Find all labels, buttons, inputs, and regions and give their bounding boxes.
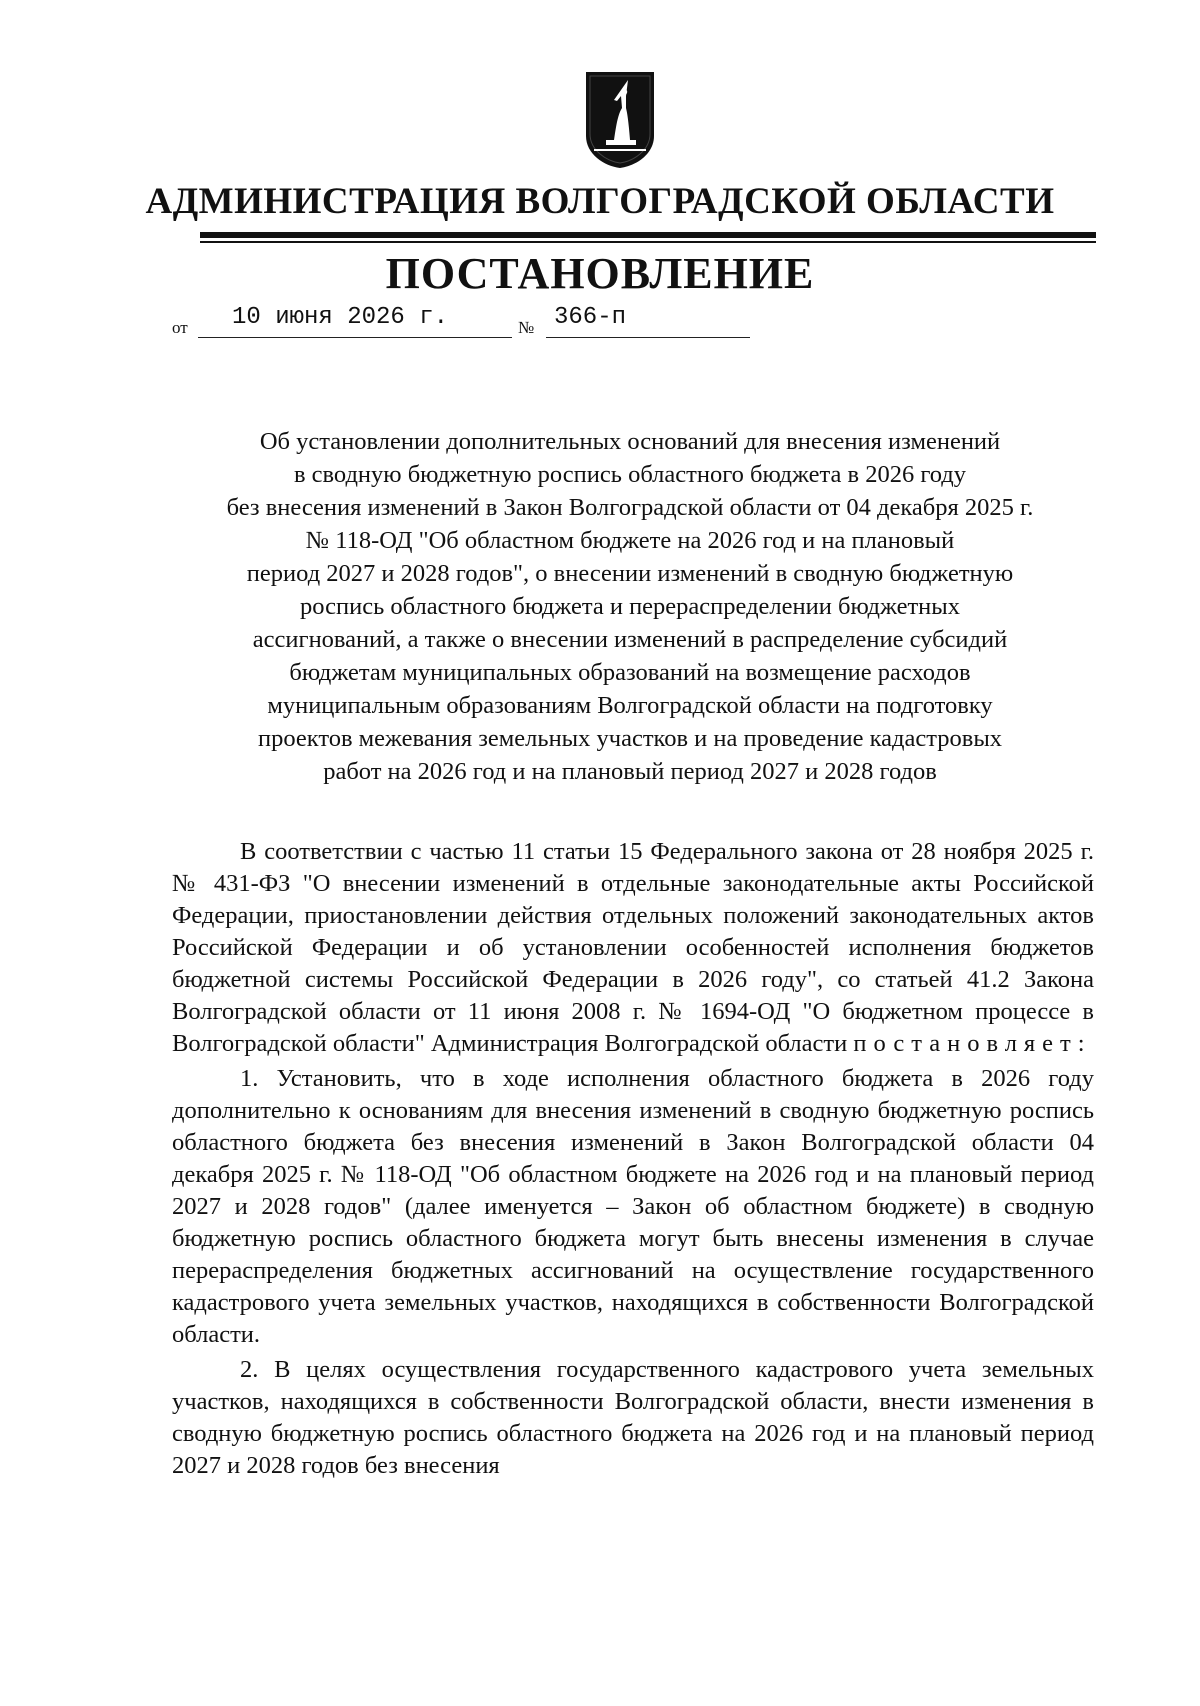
document-subject (150, 425, 1110, 788)
item-2-paragraph: 2. В целях осуществления государственного кадастрового учета земельных участков, находящихся в собственности Волгоградской области, внести изменения в сводную бюджетную роспись областного бюджета на 2026 год и на плановый период 2027 и 2028 годов без внесения (172, 1356, 1094, 1479)
document-date: 10 июня 2026 г. (198, 302, 512, 338)
preamble-paragraph (172, 836, 1094, 1060)
subject-line: без внесения изменений в Закон Волгоградской области от 04 декабря 2025 г. (226, 494, 1034, 521)
subject-line: бюджетам муниципальных образований на возмещение расходов (289, 659, 971, 686)
subject-line: период 2027 и 2028 годов", о внесении изменений в сводную бюджетную (246, 560, 1014, 587)
item-1-paragraph: 1. Установить, что в ходе исполнения областного бюджета в 2026 году дополнительно к основаниям для внесения изменений в сводную бюджетную роспись областного бюджета без внесения изменений в Закон Волгоградской области 04 декабря 2025 г. № 118-ОД "Об областном бюджете на 2026 год и на плановый период 2027 и 2028 годов" (далее именуется – Закон об областном бюджете) в сводную бюджетную роспись областного бюджета могут быть внесены изменения в случае перераспределения бюджетных ассигнований на осуществление государственного кадастрового учета земельных участков, находящихся в собственности Волгоградской области. (172, 1065, 1094, 1348)
preamble-text: В соответствии с частью 11 статьи 15 Федерального закона от 28 ноября 2025 г. № 431-ФЗ "О внесении изменений в отдельные законодательные акты Российской Федерации, приостановлении действия отдельных положений законодательных актов Российской Федерации и об установлении особенностей исполнения бюджетов бюджетной системы Российской Федерации в 2026 году", со статьей 41.2 Закона Волгоградской области от 11 июня 2008 г. № 1694-ОД "О бюджетном процессе в Волгоградской области" Администрация Волгоградской области (172, 838, 1094, 1057)
document-type-title: ПОСТАНОВЛЕНИЕ (385, 249, 815, 298)
header-divider-thin (200, 241, 1096, 243)
subject-line: Об установлении дополнительных оснований для внесения изменений (259, 428, 1001, 455)
organization-title: АДМИНИСТРАЦИЯ ВОЛГОГРАДСКОЙ ОБЛАСТИ (145, 181, 1055, 222)
subject-line: муниципальным образованиям Волгоградской области на подготовку (267, 692, 993, 719)
document-number: 366-п (546, 302, 750, 338)
subject-line: ассигнований, а также о внесении изменений в распределение субсидий (252, 626, 1008, 653)
subject-line: проектов межевания земельных участков и на проведение кадастровых (257, 725, 1003, 752)
resolves-word: постановляет: (853, 1030, 1092, 1057)
header-divider-thick (200, 232, 1096, 238)
subject-line: роспись областного бюджета и перераспределении бюджетных (300, 593, 960, 620)
number-prefix: № (518, 318, 535, 337)
subject-line: № 118-ОД "Об областном бюджете на 2026 год и на плановый (305, 527, 955, 554)
document-body (172, 836, 1094, 1482)
subject-line: в сводную бюджетную роспись областного бюджета в 2026 году (293, 461, 967, 488)
subject-line: работ на 2026 год и на плановый период 2027 и 2028 годов (323, 758, 937, 785)
date-prefix: от (172, 318, 188, 337)
coat-of-arms-icon (584, 70, 656, 170)
